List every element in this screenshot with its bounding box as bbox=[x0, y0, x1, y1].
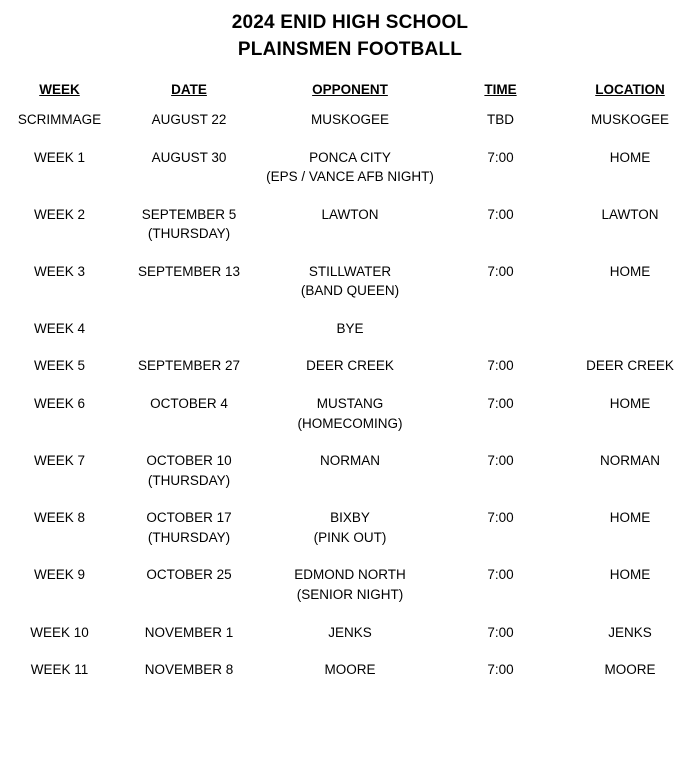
opponent-value: STILLWATER bbox=[308, 263, 392, 279]
opponent-value: LAWTON bbox=[321, 206, 379, 222]
opponent-cell bbox=[259, 651, 441, 689]
time-cell bbox=[441, 310, 560, 348]
date-cell bbox=[119, 651, 259, 689]
location-cell bbox=[560, 651, 700, 689]
week-cell bbox=[0, 310, 119, 348]
location-value: LAWTON bbox=[601, 206, 659, 222]
time-value: 7:00 bbox=[487, 358, 514, 374]
time-value: 7:00 bbox=[487, 662, 514, 678]
location-cell bbox=[560, 347, 700, 385]
date-value: AUGUST 30 bbox=[151, 149, 227, 165]
opponent-value: DEER CREEK bbox=[306, 358, 394, 374]
opponent-value: BYE bbox=[336, 320, 364, 336]
date-cell bbox=[119, 385, 259, 442]
time-cell bbox=[441, 139, 560, 196]
location-cell bbox=[560, 556, 700, 613]
opponent-value: MUSKOGEE bbox=[310, 111, 389, 127]
date-value: NOVEMBER 8 bbox=[144, 662, 234, 678]
week-cell bbox=[0, 556, 119, 613]
location-cell bbox=[560, 442, 700, 499]
table-row bbox=[0, 347, 700, 385]
opponent-cell bbox=[259, 499, 441, 556]
location-value: HOME bbox=[609, 396, 651, 411]
location-cell bbox=[560, 499, 700, 556]
location-value: HOME bbox=[609, 149, 651, 165]
time-value: 7:00 bbox=[487, 624, 514, 640]
time-cell bbox=[441, 651, 560, 689]
week-cell bbox=[0, 499, 119, 556]
date-value: OCTOBER 4 bbox=[150, 396, 228, 411]
location-value: HOME bbox=[609, 510, 651, 526]
column-header-location bbox=[560, 80, 700, 101]
table-row bbox=[0, 385, 700, 442]
date-cell bbox=[119, 499, 259, 556]
date-value: NOVEMBER 1 bbox=[144, 624, 234, 640]
table-row bbox=[0, 310, 700, 348]
week-cell bbox=[0, 101, 119, 139]
title-line-2: PLAINSMEN FOOTBALL bbox=[237, 38, 463, 60]
location-value: MUSKOGEE bbox=[590, 111, 669, 127]
date-value: SEPTEMBER 13 bbox=[137, 263, 241, 279]
date-cell bbox=[119, 310, 259, 348]
opponent-cell bbox=[259, 442, 441, 499]
time-value: 7:00 bbox=[487, 510, 514, 526]
table-row bbox=[0, 556, 700, 613]
week-cell bbox=[0, 139, 119, 196]
date-note: (THURSDAY) bbox=[147, 472, 231, 488]
location-value: HOME bbox=[609, 567, 651, 583]
opponent-value: MOORE bbox=[324, 662, 376, 678]
opponent-cell bbox=[259, 347, 441, 385]
table-row bbox=[0, 499, 700, 556]
column-header-week-label: WEEK bbox=[39, 81, 80, 97]
opponent-value: JENKS bbox=[328, 624, 372, 640]
week-value: SCRIMMAGE bbox=[17, 111, 102, 127]
table-row bbox=[0, 196, 700, 253]
location-value: DEER CREEK bbox=[586, 358, 674, 374]
table-row bbox=[0, 253, 700, 310]
opponent-cell bbox=[259, 556, 441, 613]
opponent-cell bbox=[259, 614, 441, 652]
table-row bbox=[0, 651, 700, 689]
time-value: 7:00 bbox=[487, 263, 514, 279]
week-cell bbox=[0, 347, 119, 385]
column-header-week bbox=[0, 80, 119, 101]
date-value: OCTOBER 17 bbox=[146, 510, 232, 526]
title-line-1: 2024 ENID HIGH SCHOOL bbox=[231, 12, 469, 33]
opponent-value: BIXBY bbox=[330, 510, 370, 526]
date-value: OCTOBER 10 bbox=[146, 453, 232, 469]
location-cell bbox=[560, 101, 700, 139]
time-value: TBD bbox=[487, 111, 514, 127]
opponent-value: PONCA CITY bbox=[309, 149, 391, 165]
time-cell bbox=[441, 385, 560, 442]
time-value: 7:00 bbox=[487, 149, 514, 165]
column-header-date bbox=[119, 80, 259, 101]
date-cell bbox=[119, 347, 259, 385]
date-value: SEPTEMBER 5 bbox=[141, 206, 237, 222]
time-cell bbox=[441, 614, 560, 652]
week-value: WEEK 7 bbox=[33, 453, 85, 469]
week-cell bbox=[0, 614, 119, 652]
opponent-cell bbox=[259, 196, 441, 253]
date-cell bbox=[119, 442, 259, 499]
opponent-cell bbox=[259, 139, 441, 196]
column-header-time-label: TIME bbox=[484, 81, 517, 97]
time-cell bbox=[441, 442, 560, 499]
date-value: OCTOBER 25 bbox=[146, 567, 232, 583]
opponent-note: (HOMECOMING) bbox=[297, 415, 403, 431]
column-header-time bbox=[441, 80, 560, 101]
column-header-opponent bbox=[259, 80, 441, 101]
week-value: WEEK 1 bbox=[33, 149, 85, 165]
date-cell bbox=[119, 253, 259, 310]
opponent-value: NORMAN bbox=[320, 453, 380, 469]
time-cell bbox=[441, 101, 560, 139]
time-cell bbox=[441, 196, 560, 253]
week-cell bbox=[0, 442, 119, 499]
week-cell bbox=[0, 196, 119, 253]
week-cell bbox=[0, 253, 119, 310]
column-header-opponent-label: OPPONENT bbox=[312, 81, 388, 97]
opponent-note: (PINK OUT) bbox=[313, 529, 387, 545]
document-title bbox=[0, 0, 700, 64]
opponent-cell bbox=[259, 101, 441, 139]
location-cell bbox=[560, 614, 700, 652]
location-cell bbox=[560, 253, 700, 310]
opponent-value: MUSTANG bbox=[316, 396, 384, 411]
week-value: WEEK 4 bbox=[33, 320, 85, 336]
opponent-note: (EPS / VANCE AFB NIGHT) bbox=[266, 169, 434, 185]
date-cell bbox=[119, 139, 259, 196]
location-value: NORMAN bbox=[600, 453, 660, 469]
table-body bbox=[0, 101, 700, 689]
date-cell bbox=[119, 556, 259, 613]
date-cell bbox=[119, 196, 259, 253]
location-value: HOME bbox=[609, 263, 651, 279]
opponent-note: (SENIOR NIGHT) bbox=[296, 586, 404, 602]
week-value: WEEK 11 bbox=[30, 662, 89, 678]
location-value: JENKS bbox=[608, 624, 652, 640]
opponent-value: EDMOND NORTH bbox=[294, 567, 406, 583]
table-row bbox=[0, 614, 700, 652]
opponent-cell bbox=[259, 253, 441, 310]
week-cell bbox=[0, 385, 119, 442]
time-cell bbox=[441, 499, 560, 556]
time-cell bbox=[441, 556, 560, 613]
week-value: WEEK 2 bbox=[33, 206, 85, 222]
date-value: SEPTEMBER 27 bbox=[137, 358, 241, 374]
week-cell bbox=[0, 651, 119, 689]
week-value: WEEK 10 bbox=[30, 624, 89, 640]
location-value: MOORE bbox=[604, 662, 656, 678]
location-cell bbox=[560, 385, 700, 442]
location-cell bbox=[560, 139, 700, 196]
time-value: 7:00 bbox=[487, 453, 514, 469]
date-value: AUGUST 22 bbox=[151, 111, 227, 127]
date-note: (THURSDAY) bbox=[147, 226, 231, 242]
week-value: WEEK 6 bbox=[33, 396, 85, 411]
time-value: 7:00 bbox=[487, 396, 514, 411]
table-header-row bbox=[0, 80, 700, 101]
opponent-note: (BAND QUEEN) bbox=[300, 283, 400, 299]
location-cell bbox=[560, 310, 700, 348]
time-value: 7:00 bbox=[487, 567, 514, 583]
week-value: WEEK 9 bbox=[33, 567, 85, 583]
column-header-location-label: LOCATION bbox=[595, 81, 665, 97]
week-value: WEEK 5 bbox=[33, 358, 85, 374]
opponent-cell bbox=[259, 310, 441, 348]
table-row bbox=[0, 442, 700, 499]
week-value: WEEK 3 bbox=[33, 263, 85, 279]
column-header-date-label: DATE bbox=[171, 81, 207, 97]
date-cell bbox=[119, 614, 259, 652]
opponent-cell bbox=[259, 385, 441, 442]
time-cell bbox=[441, 253, 560, 310]
time-value: 7:00 bbox=[487, 206, 514, 222]
date-note: (THURSDAY) bbox=[147, 529, 231, 545]
location-cell bbox=[560, 196, 700, 253]
date-cell bbox=[119, 101, 259, 139]
table-header bbox=[0, 80, 700, 101]
schedule-table bbox=[0, 80, 700, 689]
table-row bbox=[0, 139, 700, 196]
week-value: WEEK 8 bbox=[33, 510, 85, 526]
table-row bbox=[0, 101, 700, 139]
time-cell bbox=[441, 347, 560, 385]
